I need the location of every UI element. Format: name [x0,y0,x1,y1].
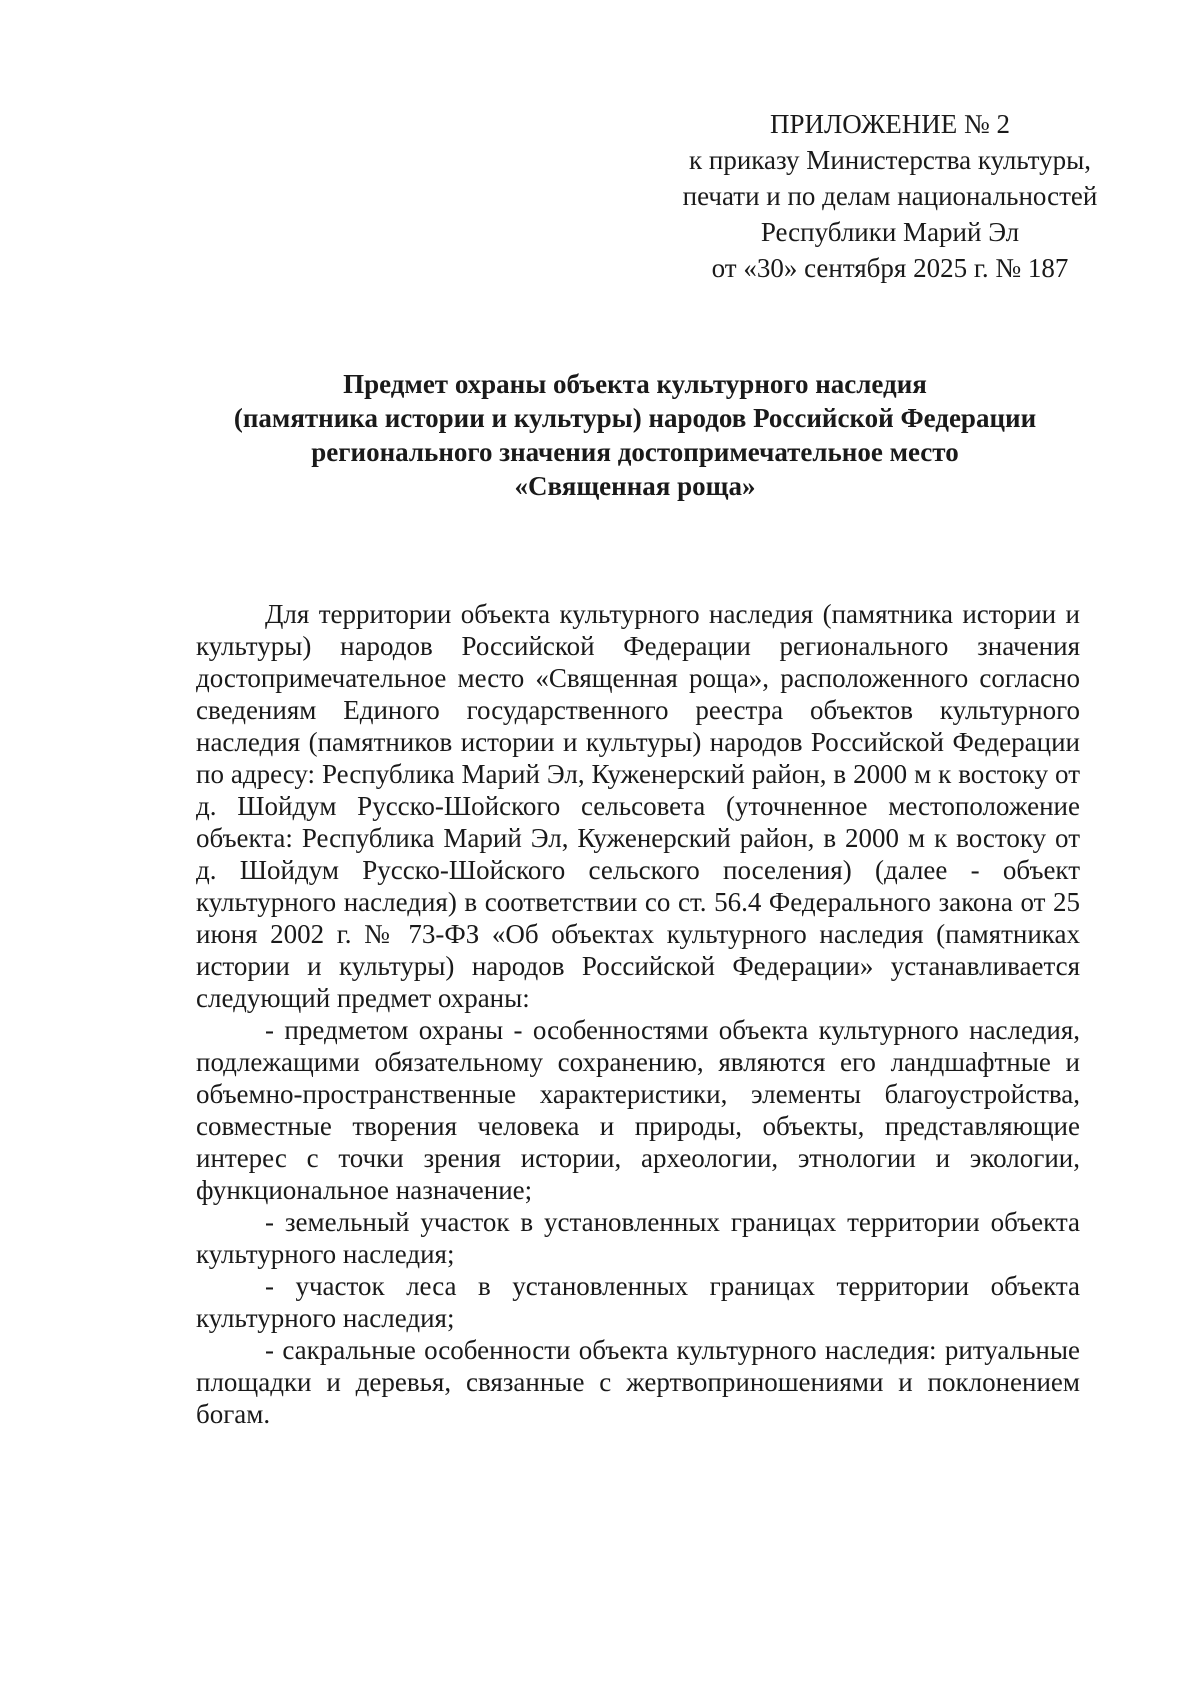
intro-paragraph: Для территории объекта культурного наследия (памятника истории и культуры) народов Российской Федерации регионального значения достопримечательное место «Священная роща», расположенного согласно сведениям Единого государственного реестра объектов культурного наследия (памятников истории и культуры) народов Российской Федерации по адресу: Республика Марий Эл, Куженерский район, в 2000 м к востоку от д. Шойдум Русско-Шойского сельсовета (уточненное местоположение объекта: Республика Марий Эл, Куженерский район, в 2000 м к востоку от д. Шойдум Русско-Шойского сельского поселения) (далее - объект культурного наследия) в соответствии со ст. 56.4 Федерального закона от 25 июня 2002 г. № 73-ФЗ «Об объектах культурного наследия (памятниках истории и культуры) народов Российской Федерации» устанавливается следующий предмет охраны: [196,599,1080,1013]
appendix-line-3: Республики Марий Эл [760,217,1020,247]
appendix-line-2: печати и по делам национальностей [682,181,1098,211]
title-line-2: (памятника истории и культуры) народов Российской Федерации [233,403,1037,433]
protection-item: - предметом охраны - особенностями объекта культурного наследия, подлежащими обязательному сохранению, являются его ландшафтные и объемно-пространственные характеристики, элементы благоустройства, совместные творения человека и природы, объекты, представляющие интерес с точки зрения истории, археологии, этнологии и экологии, функциональное назначение; [196,1015,1080,1205]
title-line-4: «Священная роща» [514,471,756,501]
title-line-3: регионального значения достопримечательное место [311,437,959,467]
protection-item: - сакральные особенности объекта культурного наследия: ритуальные площадки и деревья, связанные с жертвоприношениями и поклонением богам. [196,1335,1080,1429]
appendix-order-date: от «30» сентября 2025 г. № 187 [711,253,1069,283]
appendix-header [640,106,1140,286]
document-body [196,598,1080,1430]
appendix-heading: ПРИЛОЖЕНИЕ № 2 [769,109,1011,139]
protection-item: - земельный участок в установленных границах территории объекта культурного наследия; [196,1207,1080,1269]
title-line-1: Предмет охраны объекта культурного наследия [343,369,927,399]
appendix-line-1: к приказу Министерства культуры, [689,145,1091,175]
document-title [150,367,1120,503]
protection-item: - участок леса в установленных границах территории объекта культурного наследия; [196,1271,1080,1333]
